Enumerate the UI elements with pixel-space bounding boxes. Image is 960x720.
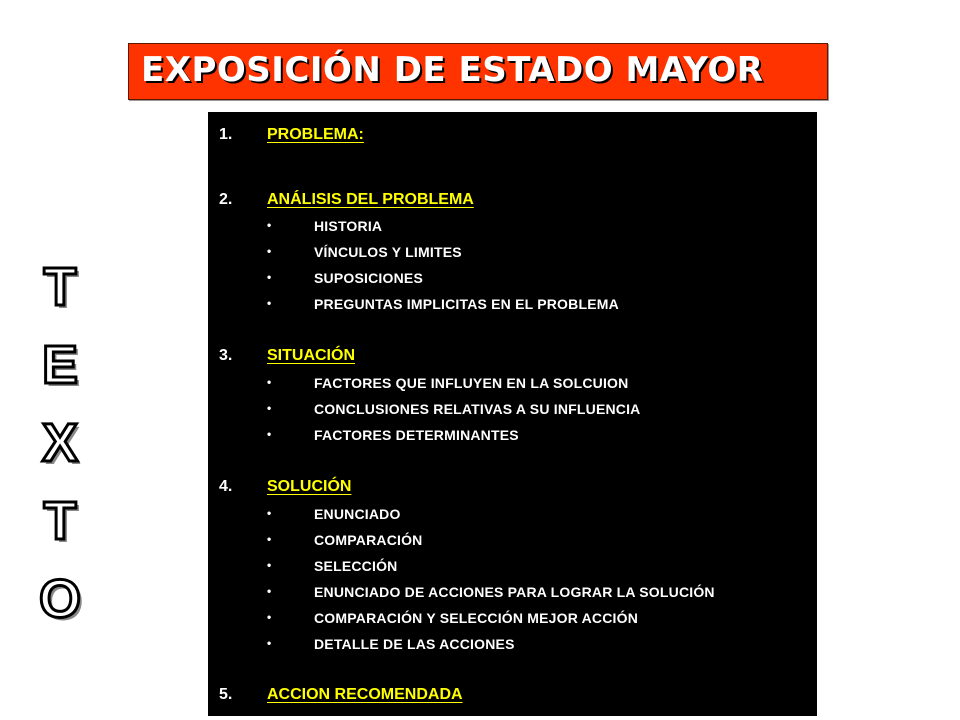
section-title: SOLUCIÓN — [267, 478, 352, 495]
list-item-text: FACTORES DETERMINANTES — [314, 427, 519, 443]
vertical-word-texto — [38, 248, 82, 638]
page-title: EXPOSICIÓN DE ESTADO MAYOR — [141, 50, 764, 90]
list-item-text: VÍNCULOS Y LIMITES — [314, 244, 462, 260]
bullet-icon: • — [267, 506, 272, 520]
bullet-icon: • — [267, 610, 272, 624]
vertical-letter: T — [43, 491, 77, 551]
bullet-icon: • — [267, 375, 272, 389]
bullet-icon: • — [267, 532, 272, 546]
list-item-text: PREGUNTAS IMPLICITAS EN EL PROBLEMA — [314, 296, 619, 312]
list-item-text: CONCLUSIONES RELATIVAS A SU INFLUENCIA — [314, 401, 641, 417]
list-item-text: FACTORES QUE INFLUYEN EN LA SOLCUION — [314, 375, 629, 391]
outline-panel — [208, 112, 817, 716]
section-title: ANÁLISIS DEL PROBLEMA — [267, 191, 474, 208]
list-item-text: DETALLE DE LAS ACCIONES — [314, 636, 515, 652]
vertical-letter: T — [43, 257, 77, 317]
bullet-icon: • — [267, 401, 272, 415]
bullet-icon: • — [267, 296, 272, 310]
title-banner — [128, 43, 828, 100]
bullet-icon: • — [267, 270, 272, 284]
list-item-text: SELECCIÓN — [314, 558, 398, 574]
bullet-icon: • — [267, 636, 272, 650]
section-title: ACCION RECOMENDADA — [267, 686, 463, 703]
section-title: PROBLEMA: — [267, 126, 364, 143]
section-number: 4. — [219, 478, 233, 495]
vertical-letter: E — [41, 335, 79, 395]
bullet-icon: • — [267, 427, 272, 441]
section-number: 2. — [219, 191, 233, 208]
list-item-text: ENUNCIADO — [314, 506, 401, 522]
bullet-icon: • — [267, 558, 272, 572]
vertical-letter: X — [41, 413, 79, 473]
list-item-text: COMPARACIÓN — [314, 532, 423, 548]
list-item-text: COMPARACIÓN Y SELECCIÓN MEJOR ACCIÓN — [314, 610, 639, 626]
section-title: SITUACIÓN — [267, 347, 355, 364]
bullet-icon: • — [267, 218, 272, 232]
vertical-letter: O — [38, 569, 81, 629]
section-number: 3. — [219, 347, 233, 364]
bullet-icon: • — [267, 584, 272, 598]
section-number: 1. — [219, 126, 233, 143]
section-number: 5. — [219, 686, 233, 703]
list-item-text: SUPOSICIONES — [314, 270, 423, 286]
list-item-text: HISTORIA — [314, 218, 383, 234]
list-item-text: ENUNCIADO DE ACCIONES PARA LOGRAR LA SOLUCIÓN — [314, 584, 715, 600]
bullet-icon: • — [267, 244, 272, 258]
